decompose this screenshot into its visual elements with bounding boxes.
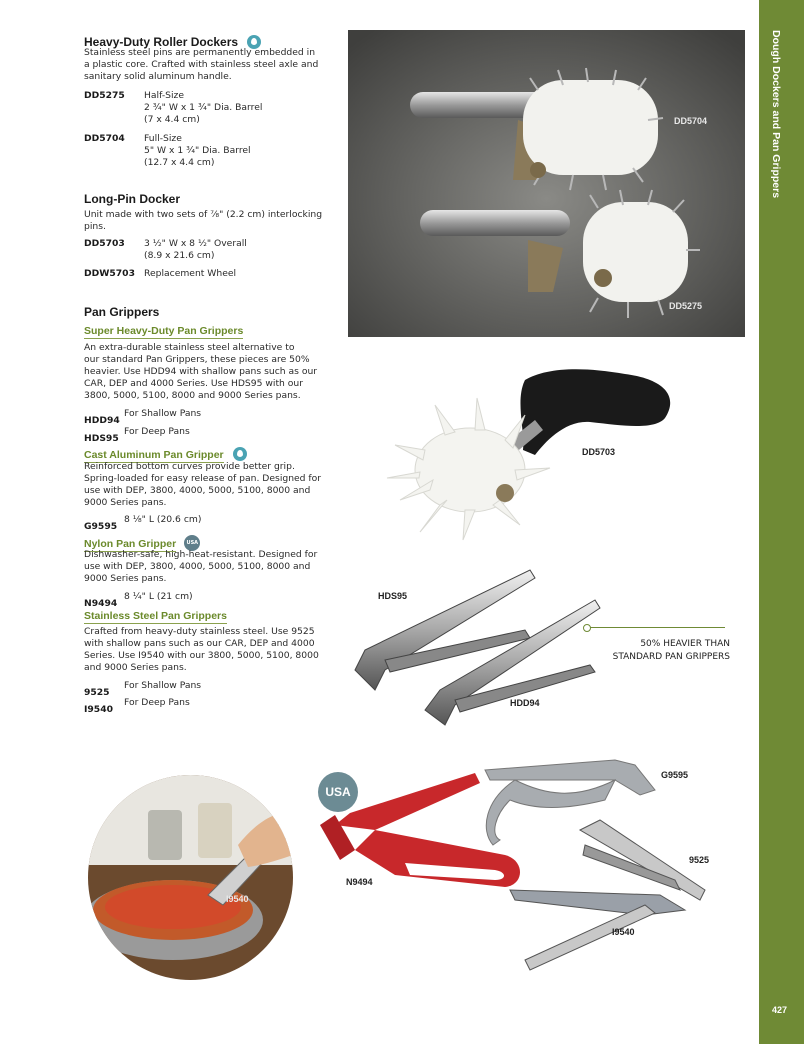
sku: 9525: [84, 687, 110, 698]
desc-line: our standard Pan Grippers, these pieces are 50%: [84, 354, 310, 365]
item-spec: [144, 133, 284, 169]
sku: DD5703: [84, 238, 125, 249]
desc-line: An extra-durable stainless steel alternative to: [84, 342, 295, 353]
item-text: 8 ¼" L (21 cm): [124, 591, 193, 602]
label-dd5275: DD5275: [669, 301, 703, 311]
spec-line: 3 ½" W x 8 ½" Overall: [144, 238, 247, 249]
sku: I9540: [84, 704, 113, 715]
pan-grippers-group-photo: [315, 755, 715, 980]
desc-line: use with DEP, 3800, 4000, 5000, 5100, 8000 and: [84, 485, 311, 496]
label-i9540: I9540: [612, 927, 635, 937]
gripper-item: [84, 697, 190, 716]
sku: DDW5703: [84, 268, 135, 279]
label-dd5704: DD5704: [674, 116, 708, 126]
heavier-note: [600, 638, 730, 664]
gripper-item: [84, 591, 193, 610]
sku: DD5704: [84, 133, 125, 144]
spec-line: Half-Size: [144, 90, 184, 101]
desc-line: Reinforced bottom curves provide better grip.: [84, 461, 295, 472]
grippers-title: Pan Grippers: [84, 305, 160, 319]
cast-aluminum-title: Cast Aluminum Pan Gripper: [84, 449, 224, 461]
desc-line: and 9000 Series pans.: [84, 662, 187, 673]
spec-line: (7 x 4.4 cm): [144, 114, 200, 125]
spec-line: (12.7 x 4.4 cm): [144, 157, 215, 168]
roller-desc-line: Stainless steel pins are permanently embedded in: [84, 47, 316, 58]
roller-title: Heavy-Duty Roller Dockers: [84, 35, 239, 49]
desc-line: Dishwasher-safe, high-heat-resistant. Designed for: [84, 549, 318, 560]
gripper-item: [84, 408, 202, 427]
item-text: 8 ⅛" L (20.6 cm): [124, 514, 202, 525]
desc-line: use with DEP, 3800, 4000, 5000, 5100, 8000 and: [84, 561, 311, 572]
sku: DD5275: [84, 90, 125, 101]
sku: HDS95: [84, 433, 119, 444]
super-heavy-duty-title: Super Heavy-Duty Pan Grippers: [84, 325, 244, 337]
spec-line: Full-Size: [144, 133, 182, 144]
usa-badge: USA: [184, 535, 200, 551]
label-9525: 9525: [689, 855, 710, 865]
item-text: For Deep Pans: [124, 697, 190, 708]
super-heavy-duty-grippers-photo: [345, 560, 605, 735]
item-text: For Shallow Pans: [124, 408, 202, 419]
longpin-description: [84, 209, 334, 233]
roller-dockers-photo: [348, 30, 745, 337]
spec-line: 2 ¾" W x 1 ¾" Dia. Barrel: [144, 102, 263, 113]
section-title: Dough Dockers and Pan Grippers: [770, 30, 782, 199]
stainless-steel-description: [84, 626, 334, 674]
roller-description: [84, 47, 334, 83]
roller-desc-line: sanitary solid aluminum handle.: [84, 71, 232, 82]
desc-line: heavier. Use HDD94 with shallow pans such as our: [84, 366, 318, 377]
label-g9595: G9595: [661, 770, 689, 780]
desc-line: Crafted from heavy-duty stainless steel. Use 9525: [84, 626, 315, 637]
nylon-description: [84, 549, 334, 585]
note-line: STANDARD PAN GRIPPERS: [612, 652, 730, 662]
cast-aluminum-heading: [84, 443, 247, 463]
spec-line: 5" W x 1 ¾" Dia. Barrel: [144, 145, 251, 156]
cast-aluminum-description: [84, 461, 334, 509]
usa-badge-large: USA: [318, 772, 358, 812]
pizza-pan-photo: [88, 775, 293, 980]
callout-dot: [583, 624, 591, 632]
longpin-title: Long-Pin Docker: [84, 192, 181, 206]
longpin-desc-line: Unit made with two sets of ⅞" (2.2 cm) interlocking: [84, 209, 323, 220]
pizza-pan-image: [88, 775, 293, 980]
spec-line: (8.9 x 21.6 cm): [144, 250, 215, 261]
page-number: 427: [772, 1005, 788, 1015]
roller-dockers-image: [348, 30, 745, 337]
note-line: 50% HEAVIER THAN: [640, 639, 730, 649]
nylon-title: Nylon Pan Gripper: [84, 538, 177, 550]
item-spec: [144, 238, 284, 262]
desc-line: CAR, DEP and 4000 Series. Use HDS95 with our: [84, 378, 304, 389]
label-hdd94: HDD94: [510, 698, 540, 708]
desc-line: 9000 Series pans.: [84, 573, 167, 584]
sku: N9494: [84, 598, 118, 609]
callout-line: [585, 627, 725, 628]
sku: HDD94: [84, 415, 120, 426]
item-text: For Shallow Pans: [124, 680, 202, 691]
desc-line: 9000 Series pans.: [84, 497, 167, 508]
desc-line: 3800, 5000, 5100, 8000 and 9000 Series pans.: [84, 390, 301, 401]
item-text: For Deep Pans: [124, 426, 190, 437]
sku: G9595: [84, 521, 118, 532]
long-pin-docker-photo: [385, 360, 685, 545]
desc-line: Spring-loaded for easy release of pan. Designed for: [84, 473, 322, 484]
gripper-item: [84, 514, 202, 533]
label-n9494: N9494: [346, 877, 373, 887]
longpin-desc-line: pins.: [84, 221, 106, 232]
super-heavy-duty-grippers-image: [345, 560, 605, 735]
desc-line: Series. Use I9540 with our 3800, 5000, 5100, 8000: [84, 650, 319, 661]
long-pin-docker-image: [385, 360, 685, 545]
roller-desc-line: a plastic core. Crafted with stainless steel axle and: [84, 59, 319, 70]
super-heavy-duty-description: [84, 342, 334, 402]
label-hds95: HDS95: [378, 591, 408, 601]
label-dd5703: DD5703: [582, 447, 616, 457]
spec-line: Replacement Wheel: [144, 268, 237, 279]
label-i9540-photo: I9540: [226, 894, 249, 904]
item-spec: [144, 90, 284, 126]
desc-line: with shallow pans such as our CAR, DEP and 4000: [84, 638, 315, 649]
pan-grippers-group-image: [315, 755, 715, 980]
stainless-steel-title: Stainless Steel Pan Grippers: [84, 610, 227, 622]
water-drop-icon: [233, 447, 247, 461]
